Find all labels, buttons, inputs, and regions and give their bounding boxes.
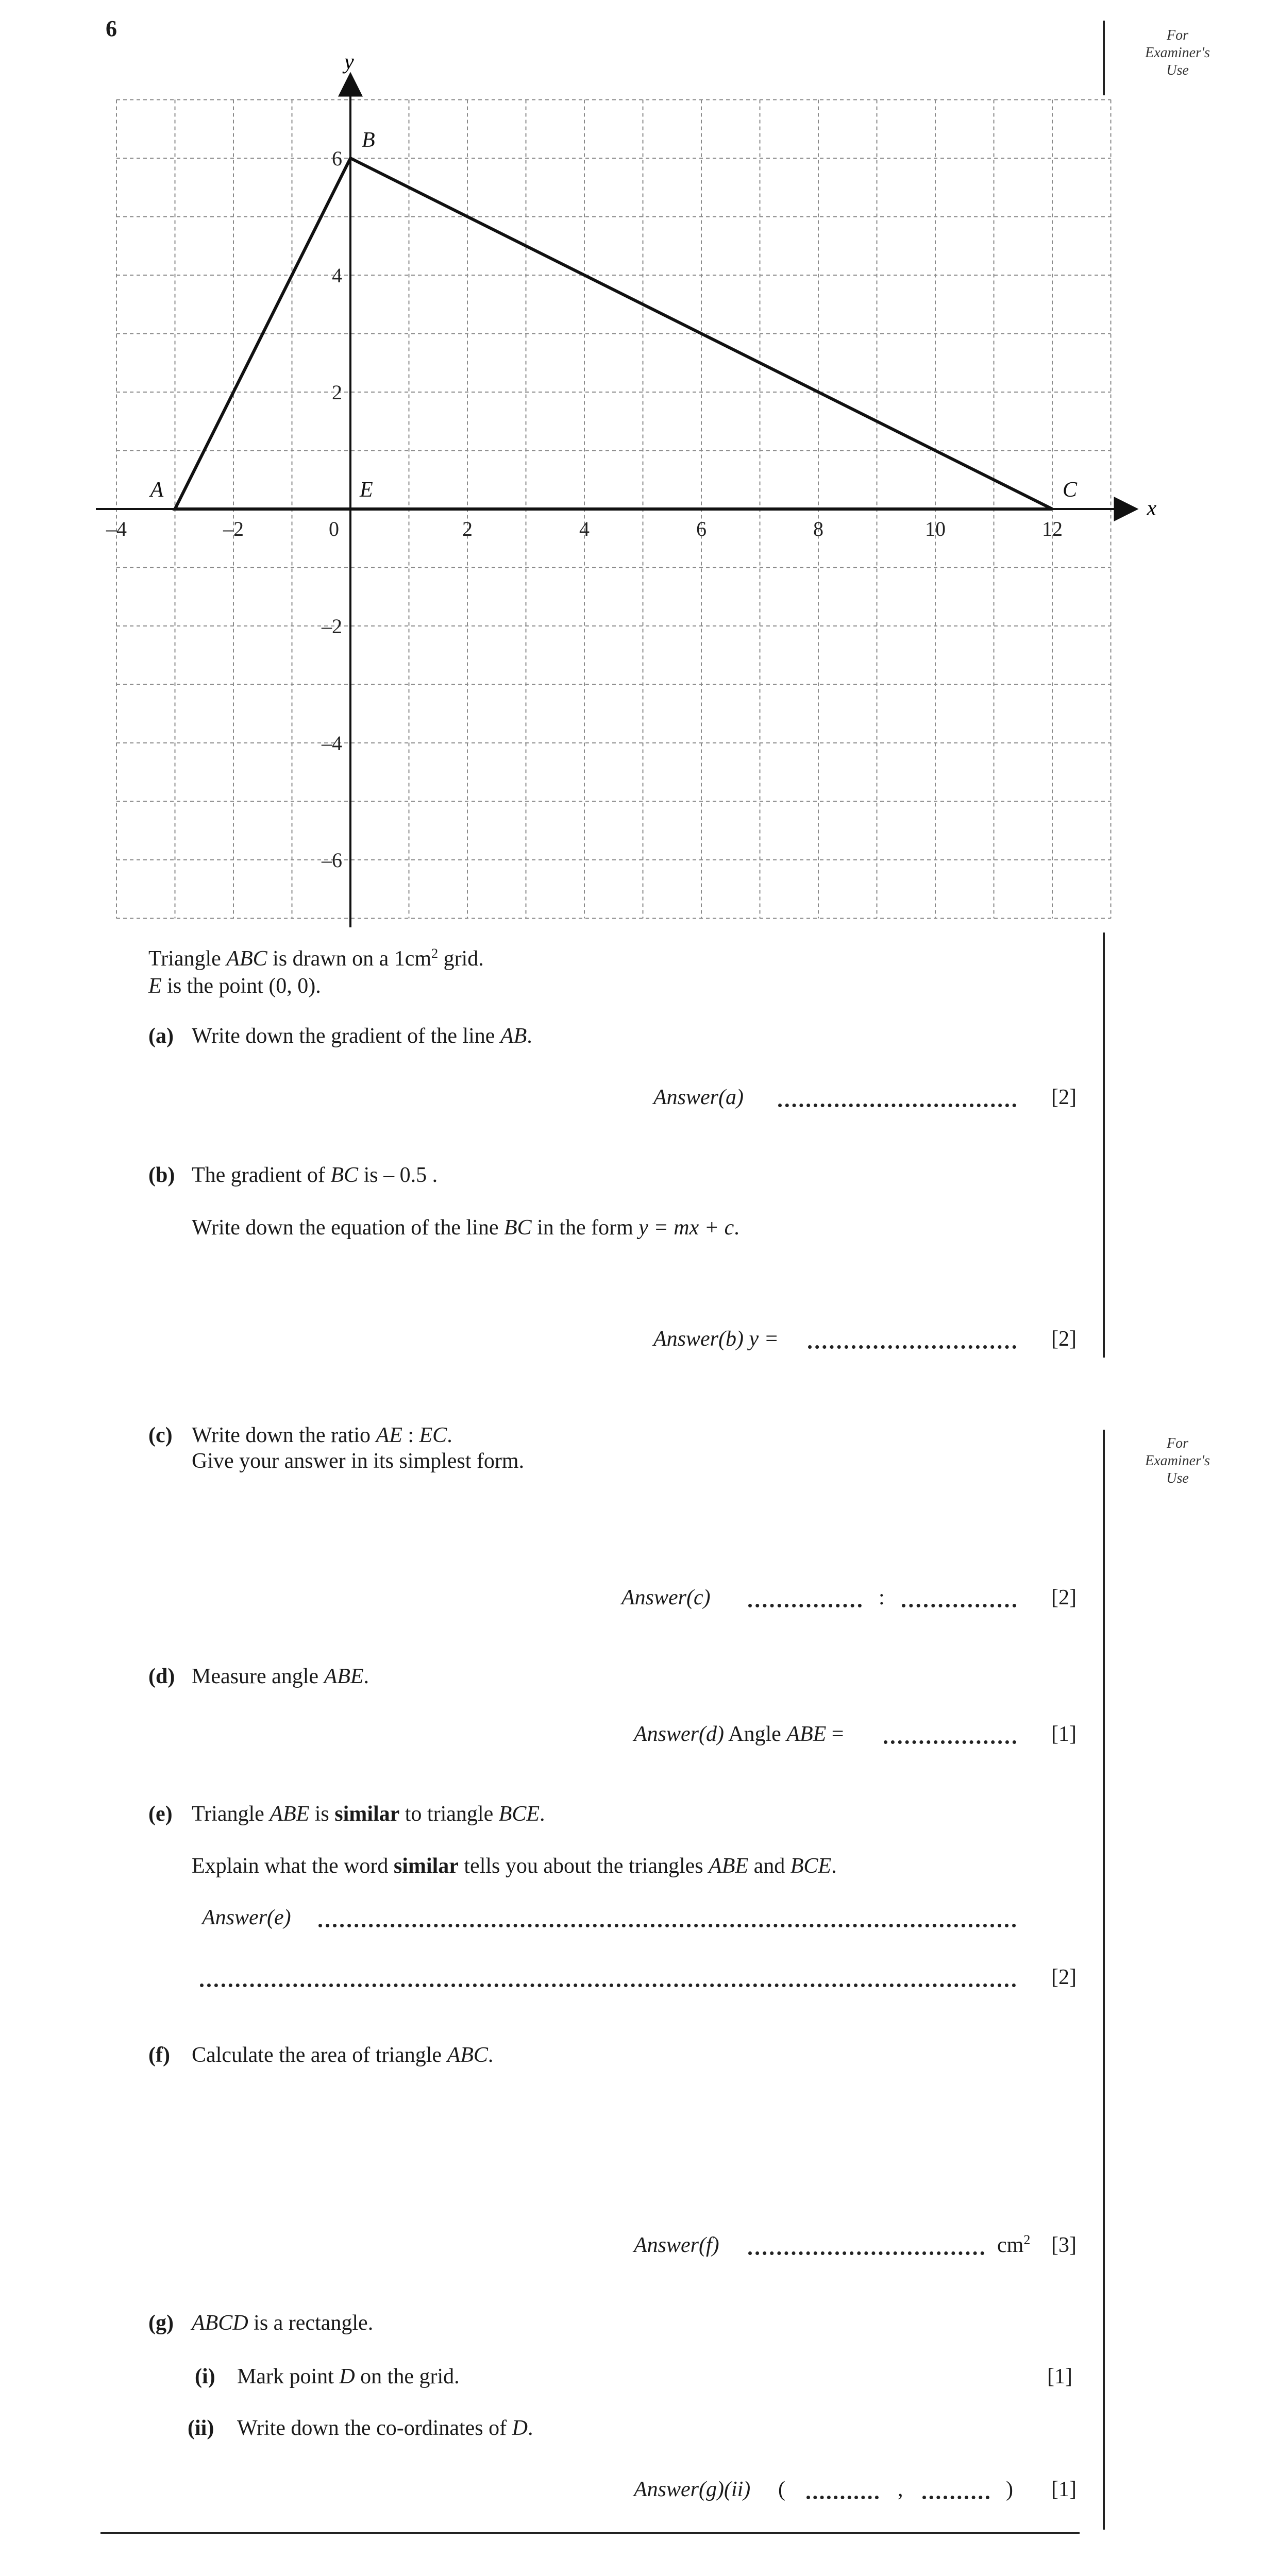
answer-f-label: Answer(f) bbox=[634, 2233, 719, 2257]
examiner-note-mid bbox=[1131, 1435, 1224, 1487]
question-e-text-1 bbox=[192, 1801, 545, 1827]
examiner-note-line: Examiner's bbox=[1145, 45, 1210, 61]
text: D bbox=[512, 2416, 528, 2440]
x-tick-label: 0 bbox=[329, 517, 339, 540]
marks-b: [2] bbox=[1051, 1327, 1077, 1351]
text: BCE bbox=[790, 1854, 832, 1878]
superscript: 2 bbox=[431, 946, 439, 961]
examiner-margin-rule bbox=[1103, 1430, 1105, 2530]
text: is bbox=[309, 1802, 335, 1826]
question-d-text bbox=[192, 1663, 369, 1690]
answer-g-ii-open-paren: ( bbox=[778, 2478, 785, 2501]
text: is a rectangle. bbox=[248, 2311, 374, 2335]
text: on the grid. bbox=[355, 2365, 460, 2388]
answer-c-colon: : bbox=[879, 1586, 885, 1609]
text: : bbox=[402, 1423, 419, 1447]
point-label-a: A bbox=[150, 478, 164, 502]
answer-c-field-1[interactable] bbox=[748, 1588, 862, 1607]
text: . bbox=[487, 2043, 494, 2067]
x-tick-label: 6 bbox=[696, 517, 707, 540]
question-f-label: (f) bbox=[148, 2043, 170, 2067]
question-g-ii-text bbox=[237, 2415, 533, 2442]
question-g-ii-label: (ii) bbox=[188, 2416, 214, 2440]
text: Angle bbox=[724, 1722, 787, 1746]
marks-e: [2] bbox=[1051, 1965, 1077, 1989]
answer-d-field[interactable] bbox=[884, 1725, 1016, 1744]
question-a-text bbox=[192, 1023, 532, 1049]
x-tick-label: –2 bbox=[223, 517, 244, 540]
text: E bbox=[148, 974, 162, 998]
text: = bbox=[826, 1722, 844, 1746]
text: EC bbox=[419, 1423, 447, 1447]
text: BC bbox=[503, 1216, 532, 1240]
text: . bbox=[527, 1024, 532, 1048]
text: is drawn on a 1cm bbox=[267, 947, 432, 971]
question-c-label: (c) bbox=[148, 1423, 173, 1447]
text: to triangle bbox=[399, 1802, 499, 1826]
text: . bbox=[831, 1854, 837, 1878]
question-b-text-2 bbox=[192, 1214, 739, 1241]
question-b-text-1 bbox=[192, 1162, 438, 1189]
text: Explain what the word bbox=[192, 1854, 394, 1878]
text: cm bbox=[997, 2233, 1024, 2257]
question-c-text-2: Give your answer in its simplest form. bbox=[192, 1449, 525, 1473]
question-b-label: (b) bbox=[148, 1163, 175, 1187]
text: Mark point bbox=[237, 2365, 340, 2388]
question-d-label: (d) bbox=[148, 1665, 175, 1688]
question-g-label: (g) bbox=[148, 2311, 174, 2335]
intro-line-2 bbox=[148, 973, 321, 999]
text: D bbox=[339, 2365, 355, 2388]
text: . bbox=[363, 1665, 369, 1688]
text: is the point (0, 0). bbox=[161, 974, 321, 998]
text: ABCD bbox=[192, 2311, 248, 2335]
answer-e-field-1[interactable] bbox=[318, 1908, 1016, 1927]
answer-g-ii-field-x[interactable] bbox=[806, 2480, 879, 2499]
text: BC bbox=[330, 1163, 359, 1187]
text: Calculate the area of triangle bbox=[192, 2043, 447, 2067]
question-g-text bbox=[192, 2310, 373, 2336]
question-g-i-text bbox=[237, 2363, 460, 2390]
text: ABC bbox=[226, 947, 267, 971]
text: tells you about the triangles bbox=[458, 1854, 709, 1878]
y-axis-label: y bbox=[344, 50, 354, 74]
superscript: 2 bbox=[1023, 2232, 1031, 2247]
text: ABE bbox=[270, 1802, 310, 1826]
y-tick-label: –6 bbox=[322, 849, 342, 872]
page-number: 6 bbox=[106, 16, 117, 41]
text: Answer(d) bbox=[634, 1722, 724, 1746]
answer-d-label bbox=[634, 1721, 844, 1748]
point-labels bbox=[149, 128, 1078, 502]
question-f-text bbox=[192, 2042, 493, 2069]
marks-g-ii: [1] bbox=[1051, 2478, 1077, 2501]
answer-g-ii-label: Answer(g)(ii) bbox=[634, 2478, 751, 2501]
text: . bbox=[447, 1423, 452, 1447]
point-label-e: E bbox=[360, 478, 373, 502]
text: Write down the gradient of the line bbox=[192, 1024, 500, 1048]
answer-e-field-2[interactable] bbox=[200, 1968, 1016, 1987]
examiner-note-line: Use bbox=[1166, 1470, 1189, 1486]
answer-a-label: Answer(a) bbox=[653, 1086, 744, 1109]
y-tick-label: 4 bbox=[332, 264, 342, 287]
examiner-note-line: Examiner's bbox=[1145, 1453, 1210, 1469]
intro-line-1 bbox=[148, 945, 484, 972]
x-tick-label: 4 bbox=[579, 517, 590, 540]
answer-a-field[interactable] bbox=[778, 1088, 1016, 1107]
x-tick-label: 10 bbox=[925, 517, 946, 540]
examiner-note-line: For bbox=[1167, 27, 1188, 43]
text: and bbox=[748, 1854, 791, 1878]
text: similar bbox=[334, 1802, 400, 1826]
coordinate-grid[interactable] bbox=[0, 0, 1278, 927]
question-c-text-1 bbox=[192, 1422, 452, 1449]
answer-c-field-2[interactable] bbox=[902, 1588, 1016, 1607]
text: grid. bbox=[438, 947, 484, 971]
examiner-margin-rule bbox=[1103, 933, 1105, 1358]
marks-f: [3] bbox=[1051, 2233, 1077, 2257]
text: Triangle bbox=[192, 1802, 270, 1826]
text: Write down the co-ordinates of bbox=[237, 2416, 512, 2440]
text: Measure angle bbox=[192, 1665, 324, 1688]
text: Triangle bbox=[148, 947, 227, 971]
answer-g-ii-field-y[interactable] bbox=[922, 2480, 989, 2499]
text: . bbox=[734, 1216, 739, 1240]
answer-g-ii-comma: , bbox=[898, 2478, 903, 2501]
examiner-note-line: Use bbox=[1166, 62, 1189, 78]
question-g-i-label: (i) bbox=[195, 2365, 215, 2388]
text: The gradient of bbox=[192, 1163, 331, 1187]
text: ABC bbox=[447, 2043, 488, 2067]
text: Write down the equation of the line bbox=[192, 1216, 504, 1240]
text: . bbox=[540, 1802, 545, 1826]
text: y = mx + c bbox=[638, 1216, 734, 1240]
y-tick-label: –4 bbox=[322, 732, 342, 755]
text: ABE bbox=[709, 1854, 749, 1878]
x-tick-label: 12 bbox=[1042, 517, 1063, 540]
examiner-note-line: For bbox=[1167, 1435, 1188, 1451]
answer-b-field[interactable] bbox=[808, 1330, 1016, 1349]
point-label-c: C bbox=[1063, 478, 1078, 502]
text: ABE bbox=[786, 1722, 827, 1746]
text: AB bbox=[500, 1024, 527, 1048]
question-a-label: (a) bbox=[148, 1024, 174, 1048]
x-axis-label: x bbox=[1147, 497, 1157, 520]
text: AE bbox=[376, 1423, 402, 1447]
x-tick-label: 8 bbox=[813, 517, 823, 540]
x-tick-label: 2 bbox=[462, 517, 473, 540]
x-tick-label: –4 bbox=[106, 517, 127, 540]
question-e-text-2 bbox=[192, 1853, 837, 1879]
page-bottom-rule bbox=[100, 2532, 1080, 2534]
marks-g-i: [1] bbox=[1047, 2365, 1072, 2388]
answer-e-label: Answer(e) bbox=[202, 1906, 291, 1929]
answer-c-label: Answer(c) bbox=[621, 1586, 711, 1609]
y-tick-label: 2 bbox=[332, 381, 342, 404]
answer-g-ii-close-paren: ) bbox=[1006, 2478, 1013, 2501]
point-label-b: B bbox=[362, 128, 375, 152]
text: . bbox=[527, 2416, 533, 2440]
text: ABE bbox=[324, 1665, 364, 1688]
answer-b-label: Answer(b) y = bbox=[653, 1327, 779, 1351]
marks-c: [2] bbox=[1051, 1586, 1077, 1609]
question-e-label: (e) bbox=[148, 1802, 173, 1826]
text: Write down the ratio bbox=[192, 1423, 376, 1447]
y-tick-label: 6 bbox=[332, 147, 342, 170]
text: in the form bbox=[531, 1216, 639, 1240]
text: is – 0.5 . bbox=[358, 1163, 438, 1187]
text: similar bbox=[393, 1854, 459, 1878]
answer-f-field[interactable] bbox=[748, 2236, 984, 2255]
y-tick-label: –2 bbox=[322, 615, 342, 638]
text: BCE bbox=[498, 1802, 540, 1826]
marks-d: [1] bbox=[1051, 1722, 1077, 1746]
answer-f-unit bbox=[997, 2232, 1030, 2259]
marks-a: [2] bbox=[1051, 1086, 1077, 1109]
